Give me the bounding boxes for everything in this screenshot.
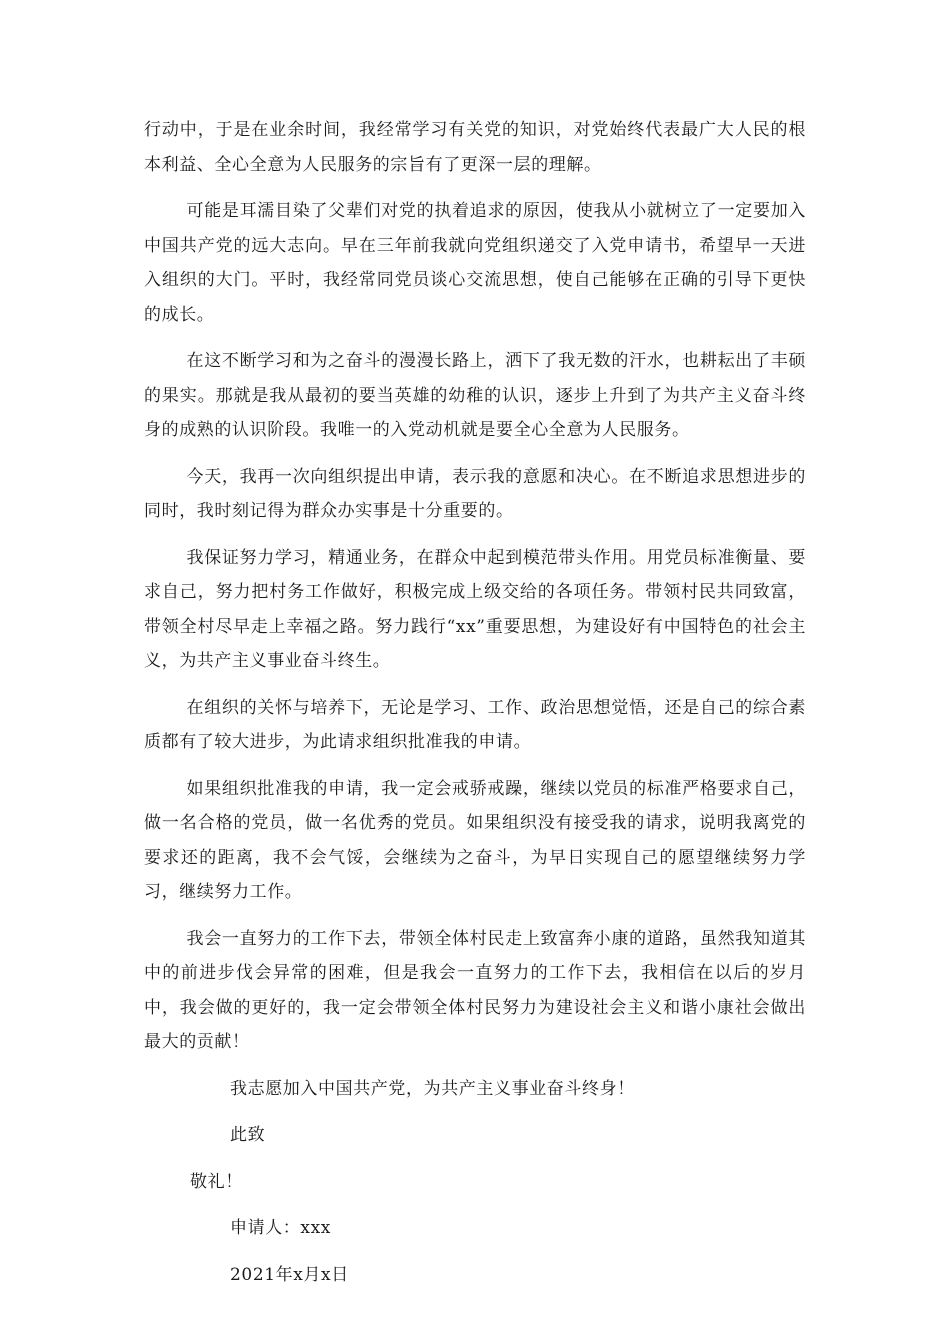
paragraph-1: 行动中，于是在业余时间，我经常学习有关党的知识，对党始终代表最广大人民的根本利益、全心全意为人民服务的宗旨有了更深一层的理解。 [144, 120, 806, 175]
paragraph-6: 在组织的关怀与培养下，无论是学习、工作、政治思想觉悟，还是自己的综合素质都有了较大进步，为此请求组织批准我的申请。 [144, 697, 806, 752]
paragraph-4: 今天，我再一次向组织提出申请，表示我的意愿和决心。在不断追求思想进步的同时，我时刻记得为群众办实事是十分重要的。 [144, 466, 806, 521]
paragraph-5: 我保证努力学习，精通业务，在群众中起到模范带头作用。用党员标准衡量、要求自己，努力把村务工作做好，积极完成上级交给的各项任务。带领村民共同致富，带领全村尽早走上幸福之路。努力践行“xx”重要思想，为建设好有中国特色的社会主义，为共产主义事业奋斗终生。 [144, 547, 806, 671]
salutation-ci-zhi: 此致 [230, 1125, 266, 1145]
document-body [144, 113, 806, 1304]
closing-statement: 我志愿加入中国共产党，为共产主义事业奋斗终身！ [230, 1078, 635, 1099]
application-date: 2021年x月x日 [230, 1264, 349, 1285]
paragraph-8: 我会一直努力的工作下去，带领全体村民走上致富奔小康的道路，虽然我知道其中的前进步伐会异常的困难，但是我会一直努力的工作下去，我相信在以后的岁月中，我会做的更好的，我一定会带领全体村民努力为建设社会主义和谐小康社会做出最大的贡献！ [144, 928, 806, 1052]
paragraph-7: 如果组织批准我的申请，我一定会戒骄戒躁，继续以党员的标准严格要求自己，做一名合格的党员，做一名优秀的党员。如果组织没有接受我的请求，说明我离党的要求还的距离，我不会气馁，会继续为之奋斗，为早日实现自己的愿望继续努力学习，继续努力工作。 [144, 778, 806, 902]
applicant-signature: 申请人：xxx [230, 1218, 331, 1238]
salutation-jing-li: 敬礼！ [190, 1171, 243, 1192]
paragraph-3: 在这不断学习和为之奋斗的漫漫长路上，洒下了我无数的汗水，也耕耘出了丰硕的果实。那就是我从最初的要当英雄的幼稚的认识，逐步上升到了为共产主义奋斗终身的成熟的认识阶段。我唯一的入党动机就是要全心全意为人民服务。 [144, 351, 806, 440]
paragraph-2: 可能是耳濡目染了父辈们对党的执着追求的原因，使我从小就树立了一定要加入中国共产党的远大志向。早在三年前我就向党组织递交了入党申请书，希望早一天进入组织的大门。平时，我经常同党员谈心交流思想，使自己能够在正确的引导下更快的成长。 [144, 201, 806, 325]
